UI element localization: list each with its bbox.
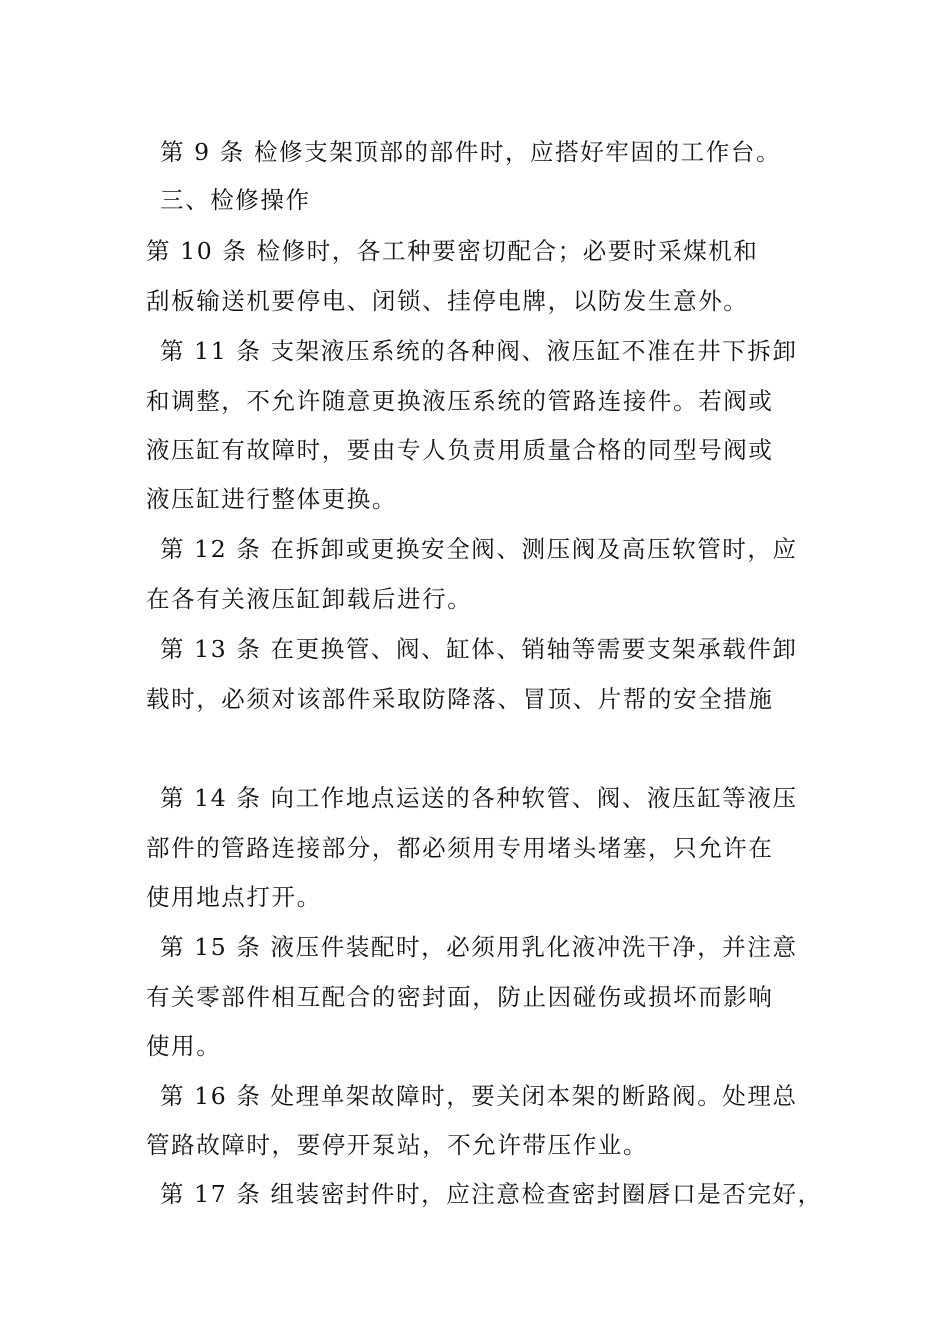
text-line: 在各有关液压缸卸载后进行。 (146, 585, 473, 613)
text-line: 第 12 条 在拆卸或更换安全阀、测压阀及高压软管时，应 (160, 535, 798, 563)
text-line: 第 11 条 支架液压系统的各种阀、液压缸不准在井下拆卸 (160, 337, 798, 365)
text-line: 使用地点打开。 (146, 883, 322, 911)
text-line: 第 10 条 检修时，各工种要密切配合；必要时采煤机和 (146, 237, 759, 265)
section-heading: 三、检修操作 (160, 186, 311, 214)
text-line: 液压缸进行整体更换。 (146, 485, 397, 513)
text-line: 液压缸有故障时，要由专人负责用质量合格的同型号阀或 (146, 436, 774, 464)
text-line: 使用。 (146, 1032, 222, 1060)
text-line: 和调整，不允许随意更换液压系统的管路连接件。若阀或 (146, 387, 774, 415)
text-line: 第 15 条 液压件装配时，必须用乳化液冲洗干净，并注意 (160, 933, 798, 961)
text-line: 刮板输送机要停电、闭锁、挂停电牌，以防发生意外。 (146, 287, 749, 315)
text-line: 第 16 条 处理单架故障时，要关闭本架的断路阀。处理总 (160, 1082, 798, 1110)
text-line: 第 9 条 检修支架顶部的部件时，应搭好牢固的工作台。 (160, 138, 782, 166)
text-line: 管路故障时，要停开泵站，不允许带压作业。 (146, 1131, 648, 1159)
text-line: 第 17 条 组装密封件时，应注意检查密封圈唇口是否完好， (160, 1180, 823, 1208)
text-line: 第 14 条 向工作地点运送的各种软管、阀、液压缸等液压 (160, 784, 798, 812)
text-line: 部件的管路连接部分，都必须用专用堵头堵塞，只允许在 (146, 834, 774, 862)
text-line: 第 13 条 在更换管、阀、缸体、销轴等需要支架承载件卸 (160, 635, 798, 663)
text-line: 有关零部件相互配合的密封面，防止因碰伤或损坏而影响 (146, 983, 774, 1011)
text-line: 载时，必须对该部件采取防降落、冒顶、片帮的安全措施 (146, 685, 774, 713)
